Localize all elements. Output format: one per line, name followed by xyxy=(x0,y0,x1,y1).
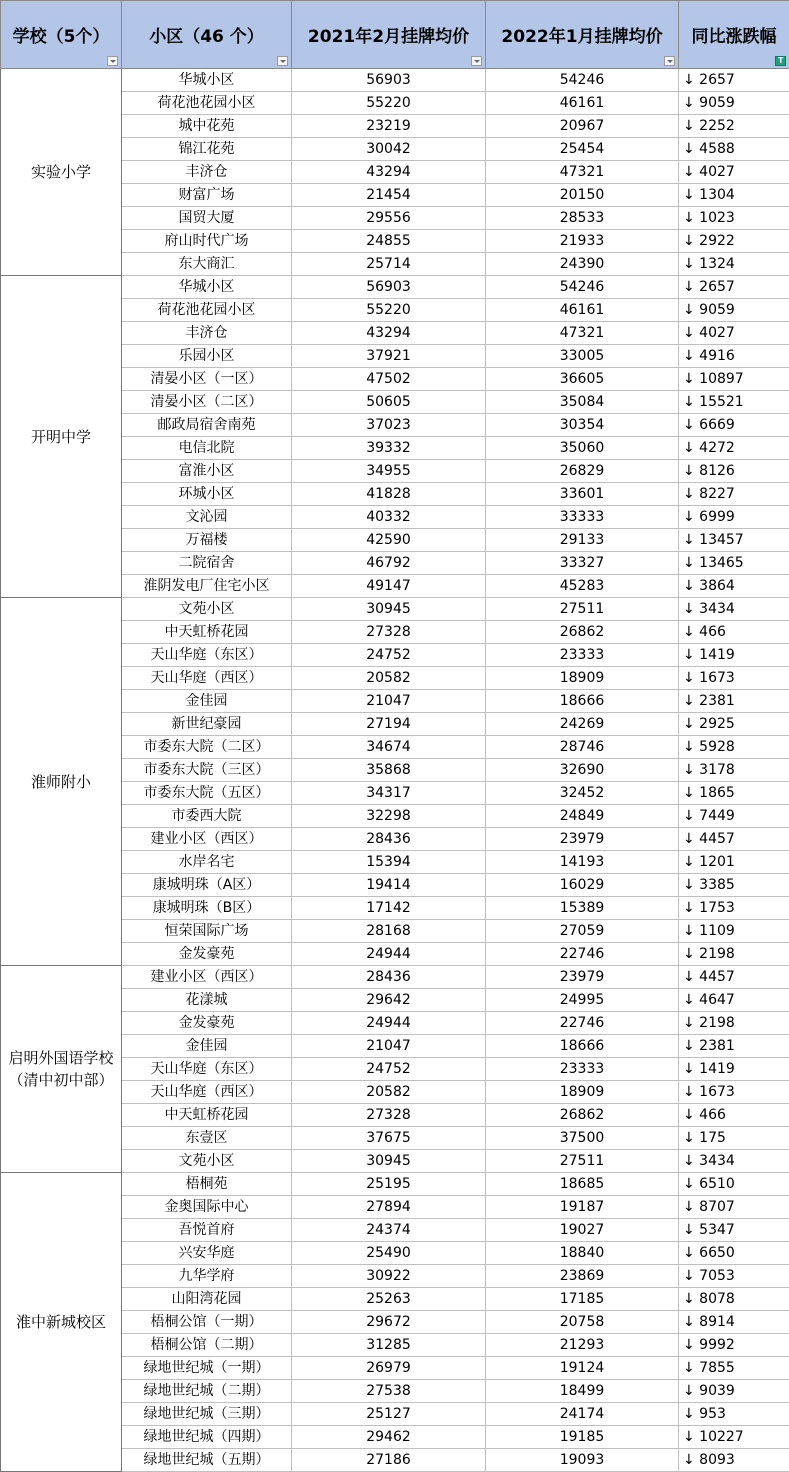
price-2021-cell: 20582 xyxy=(292,1081,486,1104)
price-2021-cell: 24752 xyxy=(292,644,486,667)
community-cell: 丰济仓 xyxy=(122,161,292,184)
community-cell: 天山华庭（东区） xyxy=(122,1058,292,1081)
community-cell: 文苑小区 xyxy=(122,1150,292,1173)
school-group xyxy=(1,69,789,276)
community-cell: 梧桐公馆（一期） xyxy=(122,1311,292,1334)
price-2022-cell: 54246 xyxy=(486,276,679,299)
price-2022-cell: 19185 xyxy=(486,1426,679,1449)
community-cell: 九华学府 xyxy=(122,1265,292,1288)
price-2022-cell: 33005 xyxy=(486,345,679,368)
price-2022-cell: 24269 xyxy=(486,713,679,736)
price-2022-cell: 47321 xyxy=(486,161,679,184)
price-2022-cell: 16029 xyxy=(486,874,679,897)
community-cell: 天山华庭（西区） xyxy=(122,667,292,690)
price-2022-cell: 18499 xyxy=(486,1380,679,1403)
price-2021-cell: 56903 xyxy=(292,276,486,299)
price-2022-cell: 18909 xyxy=(486,667,679,690)
change-cell: ↓ 4588 xyxy=(679,138,789,161)
price-2021-cell: 27328 xyxy=(292,1104,486,1127)
price-2022-cell: 27511 xyxy=(486,1150,679,1173)
change-cell: ↓ 1419 xyxy=(679,644,789,667)
price-2021-cell: 24374 xyxy=(292,1219,486,1242)
price-2021-cell: 29642 xyxy=(292,989,486,1012)
community-cell: 市委东大院（三区） xyxy=(122,759,292,782)
change-cell: ↓ 8914 xyxy=(679,1311,789,1334)
price-2021-cell: 35868 xyxy=(292,759,486,782)
table-row xyxy=(1,598,789,621)
change-cell: ↓ 13465 xyxy=(679,552,789,575)
price-2022-cell: 22746 xyxy=(486,943,679,966)
price-2022-cell: 32690 xyxy=(486,759,679,782)
community-cell: 康城明珠（B区） xyxy=(122,897,292,920)
community-cell: 市委西大院 xyxy=(122,805,292,828)
price-2022-cell: 23333 xyxy=(486,1058,679,1081)
price-2021-cell: 21047 xyxy=(292,690,486,713)
change-cell: ↓ 3434 xyxy=(679,1150,789,1173)
change-cell: ↓ 5347 xyxy=(679,1219,789,1242)
school-name-cell: 淮师附小 xyxy=(1,598,122,966)
price-2022-cell: 46161 xyxy=(486,299,679,322)
price-2021-cell: 21047 xyxy=(292,1035,486,1058)
price-2021-cell: 29462 xyxy=(292,1426,486,1449)
change-cell: ↓ 466 xyxy=(679,621,789,644)
price-2021-cell: 37675 xyxy=(292,1127,486,1150)
price-2021-cell: 24944 xyxy=(292,943,486,966)
community-cell: 邮政局宿舍南苑 xyxy=(122,414,292,437)
price-2022-cell: 20150 xyxy=(486,184,679,207)
community-cell: 清晏小区（一区） xyxy=(122,368,292,391)
community-cell: 水岸名宅 xyxy=(122,851,292,874)
filter-dropdown-icon[interactable] xyxy=(107,56,118,66)
community-cell: 电信北院 xyxy=(122,437,292,460)
community-cell: 万福楼 xyxy=(122,529,292,552)
community-cell: 环城小区 xyxy=(122,483,292,506)
header-community: 小区（46 个） xyxy=(122,1,292,69)
change-cell: ↓ 2252 xyxy=(679,115,789,138)
change-cell: ↓ 6669 xyxy=(679,414,789,437)
price-2022-cell: 27059 xyxy=(486,920,679,943)
change-cell: ↓ 1304 xyxy=(679,184,789,207)
community-cell: 金奥国际中心 xyxy=(122,1196,292,1219)
community-cell: 荷花池花园小区 xyxy=(122,299,292,322)
table-row xyxy=(1,276,789,299)
community-cell: 金发豪苑 xyxy=(122,1012,292,1035)
price-2022-cell: 23333 xyxy=(486,644,679,667)
price-2021-cell: 25714 xyxy=(292,253,486,276)
price-2021-cell: 25195 xyxy=(292,1173,486,1196)
price-2021-cell: 42590 xyxy=(292,529,486,552)
community-cell: 梧桐苑 xyxy=(122,1173,292,1196)
change-cell: ↓ 2381 xyxy=(679,690,789,713)
change-cell: ↓ 2198 xyxy=(679,1012,789,1035)
price-2022-cell: 46161 xyxy=(486,92,679,115)
change-cell: ↓ 3178 xyxy=(679,759,789,782)
change-cell: ↓ 1673 xyxy=(679,667,789,690)
price-2022-cell: 30354 xyxy=(486,414,679,437)
price-2022-cell: 20758 xyxy=(486,1311,679,1334)
filter-dropdown-icon[interactable] xyxy=(277,56,288,66)
community-cell: 市委东大院（二区） xyxy=(122,736,292,759)
community-cell: 天山华庭（东区） xyxy=(122,644,292,667)
price-2022-cell: 36605 xyxy=(486,368,679,391)
community-cell: 梧桐公馆（二期） xyxy=(122,1334,292,1357)
price-2022-cell: 35084 xyxy=(486,391,679,414)
price-2021-cell: 23219 xyxy=(292,115,486,138)
change-cell: ↓ 6650 xyxy=(679,1242,789,1265)
school-name-cell: 开明中学 xyxy=(1,276,122,598)
price-2022-cell: 28746 xyxy=(486,736,679,759)
price-2022-cell: 28533 xyxy=(486,207,679,230)
change-cell: ↓ 1419 xyxy=(679,1058,789,1081)
table-row xyxy=(1,69,789,92)
price-2021-cell: 31285 xyxy=(292,1334,486,1357)
community-cell: 富淮小区 xyxy=(122,460,292,483)
price-2021-cell: 30945 xyxy=(292,1150,486,1173)
price-2022-cell: 26862 xyxy=(486,621,679,644)
price-2021-cell: 28436 xyxy=(292,966,486,989)
change-cell: ↓ 9059 xyxy=(679,92,789,115)
price-2021-cell: 30945 xyxy=(292,598,486,621)
price-2021-cell: 34955 xyxy=(292,460,486,483)
community-cell: 绿地世纪城（一期） xyxy=(122,1357,292,1380)
price-2021-cell: 32298 xyxy=(292,805,486,828)
change-cell: ↓ 10897 xyxy=(679,368,789,391)
community-cell: 华城小区 xyxy=(122,69,292,92)
community-cell: 华城小区 xyxy=(122,276,292,299)
change-cell: ↓ 9992 xyxy=(679,1334,789,1357)
table-row xyxy=(1,966,789,989)
change-cell: ↓ 4916 xyxy=(679,345,789,368)
community-cell: 兴安华庭 xyxy=(122,1242,292,1265)
community-cell: 二院宿舍 xyxy=(122,552,292,575)
price-2021-cell: 50605 xyxy=(292,391,486,414)
table-row xyxy=(1,1173,789,1196)
change-cell: ↓ 15521 xyxy=(679,391,789,414)
price-2022-cell: 19187 xyxy=(486,1196,679,1219)
change-cell: ↓ 2657 xyxy=(679,276,789,299)
change-cell: ↓ 4457 xyxy=(679,828,789,851)
community-cell: 金佳园 xyxy=(122,690,292,713)
community-cell: 建业小区（西区） xyxy=(122,966,292,989)
price-2021-cell: 46792 xyxy=(292,552,486,575)
change-cell: ↓ 6999 xyxy=(679,506,789,529)
community-cell: 花漾城 xyxy=(122,989,292,1012)
change-cell: ↓ 9039 xyxy=(679,1380,789,1403)
price-2021-cell: 30042 xyxy=(292,138,486,161)
community-cell: 新世纪豪园 xyxy=(122,713,292,736)
change-cell: ↓ 2925 xyxy=(679,713,789,736)
price-2021-cell: 43294 xyxy=(292,161,486,184)
community-cell: 锦江花苑 xyxy=(122,138,292,161)
price-2022-cell: 27511 xyxy=(486,598,679,621)
price-2022-cell: 20967 xyxy=(486,115,679,138)
price-2022-cell: 24995 xyxy=(486,989,679,1012)
community-cell: 财富广场 xyxy=(122,184,292,207)
change-cell: ↓ 1023 xyxy=(679,207,789,230)
change-cell: ↓ 466 xyxy=(679,1104,789,1127)
price-2022-cell: 15389 xyxy=(486,897,679,920)
change-cell: ↓ 8093 xyxy=(679,1449,789,1472)
price-2022-cell: 18685 xyxy=(486,1173,679,1196)
change-cell: ↓ 1673 xyxy=(679,1081,789,1104)
price-2021-cell: 15394 xyxy=(292,851,486,874)
price-2021-cell: 34317 xyxy=(292,782,486,805)
price-2022-cell: 18666 xyxy=(486,1035,679,1058)
price-2021-cell: 26979 xyxy=(292,1357,486,1380)
change-cell: ↓ 4457 xyxy=(679,966,789,989)
change-cell: ↓ 10227 xyxy=(679,1426,789,1449)
community-cell: 金发豪苑 xyxy=(122,943,292,966)
change-cell: ↓ 3385 xyxy=(679,874,789,897)
change-cell: ↓ 2922 xyxy=(679,230,789,253)
community-cell: 绿地世纪城（四期） xyxy=(122,1426,292,1449)
price-2021-cell: 28168 xyxy=(292,920,486,943)
price-2022-cell: 18840 xyxy=(486,1242,679,1265)
price-2021-cell: 24944 xyxy=(292,1012,486,1035)
price-2022-cell: 33601 xyxy=(486,483,679,506)
price-2021-cell: 29672 xyxy=(292,1311,486,1334)
school-name-cell: 淮中新城校区 xyxy=(1,1173,122,1472)
price-2021-cell: 25127 xyxy=(292,1403,486,1426)
price-2022-cell: 18909 xyxy=(486,1081,679,1104)
change-cell: ↓ 2381 xyxy=(679,1035,789,1058)
price-2022-cell: 33333 xyxy=(486,506,679,529)
price-2022-cell: 45283 xyxy=(486,575,679,598)
price-2022-cell: 24849 xyxy=(486,805,679,828)
price-2022-cell: 29133 xyxy=(486,529,679,552)
school-group xyxy=(1,1173,789,1472)
price-2021-cell: 27186 xyxy=(292,1449,486,1472)
price-2021-cell: 43294 xyxy=(292,322,486,345)
price-2022-cell: 22746 xyxy=(486,1012,679,1035)
price-2022-cell: 19124 xyxy=(486,1357,679,1380)
change-cell: ↓ 3434 xyxy=(679,598,789,621)
community-cell: 文苑小区 xyxy=(122,598,292,621)
price-2021-cell: 27538 xyxy=(292,1380,486,1403)
price-2021-cell: 37921 xyxy=(292,345,486,368)
price-2022-cell: 21933 xyxy=(486,230,679,253)
community-cell: 金佳园 xyxy=(122,1035,292,1058)
price-2022-cell: 14193 xyxy=(486,851,679,874)
price-2021-cell: 25263 xyxy=(292,1288,486,1311)
change-cell: ↓ 8126 xyxy=(679,460,789,483)
change-cell: ↓ 953 xyxy=(679,1403,789,1426)
price-2021-cell: 17142 xyxy=(292,897,486,920)
price-2022-cell: 17185 xyxy=(486,1288,679,1311)
price-2021-cell: 55220 xyxy=(292,299,486,322)
price-2022-cell: 37500 xyxy=(486,1127,679,1150)
school-name-cell: 启明外国语学校（清中初中部） xyxy=(1,966,122,1173)
price-2022-cell: 33327 xyxy=(486,552,679,575)
change-cell: ↓ 1324 xyxy=(679,253,789,276)
change-cell: ↓ 7053 xyxy=(679,1265,789,1288)
header-row xyxy=(1,1,789,69)
price-2021-cell: 24752 xyxy=(292,1058,486,1081)
change-cell: ↓ 8078 xyxy=(679,1288,789,1311)
filter-dropdown-icon[interactable] xyxy=(664,56,675,66)
community-cell: 绿地世纪城（二期） xyxy=(122,1380,292,1403)
header-price-2021: 2021年2月挂牌均价 xyxy=(292,1,486,69)
price-2021-cell: 37023 xyxy=(292,414,486,437)
price-2022-cell: 24390 xyxy=(486,253,679,276)
change-cell: ↓ 7449 xyxy=(679,805,789,828)
price-2022-cell: 47321 xyxy=(486,322,679,345)
change-cell: ↓ 9059 xyxy=(679,299,789,322)
change-cell: ↓ 4027 xyxy=(679,322,789,345)
price-2021-cell: 28436 xyxy=(292,828,486,851)
community-cell: 城中花苑 xyxy=(122,115,292,138)
price-2022-cell: 19093 xyxy=(486,1449,679,1472)
community-cell: 绿地世纪城（五期） xyxy=(122,1449,292,1472)
school-name-cell: 实验小学 xyxy=(1,69,122,276)
filter-dropdown-icon[interactable] xyxy=(471,56,482,66)
change-cell: ↓ 7855 xyxy=(679,1357,789,1380)
change-cell: ↓ 13457 xyxy=(679,529,789,552)
change-cell: ↓ 1201 xyxy=(679,851,789,874)
change-cell: ↓ 6510 xyxy=(679,1173,789,1196)
header-change: 同比涨跌幅 T xyxy=(679,1,789,69)
school-group xyxy=(1,598,789,966)
community-cell: 中天虹桥花园 xyxy=(122,1104,292,1127)
community-cell: 康城明珠（A区） xyxy=(122,874,292,897)
price-2021-cell: 49147 xyxy=(292,575,486,598)
change-cell: ↓ 175 xyxy=(679,1127,789,1150)
price-2021-cell: 24855 xyxy=(292,230,486,253)
price-2022-cell: 18666 xyxy=(486,690,679,713)
price-2022-cell: 26862 xyxy=(486,1104,679,1127)
price-2022-cell: 35060 xyxy=(486,437,679,460)
price-2021-cell: 27328 xyxy=(292,621,486,644)
price-2021-cell: 29556 xyxy=(292,207,486,230)
school-group xyxy=(1,966,789,1173)
price-2021-cell: 25490 xyxy=(292,1242,486,1265)
school-group xyxy=(1,276,789,598)
price-2022-cell: 54246 xyxy=(486,69,679,92)
community-cell: 市委东大院（五区） xyxy=(122,782,292,805)
price-2021-cell: 40332 xyxy=(292,506,486,529)
community-cell: 山阳湾花园 xyxy=(122,1288,292,1311)
community-cell: 东壹区 xyxy=(122,1127,292,1150)
price-2022-cell: 26829 xyxy=(486,460,679,483)
filter-active-icon[interactable] xyxy=(775,56,786,66)
price-2022-cell: 25454 xyxy=(486,138,679,161)
change-cell: ↓ 4647 xyxy=(679,989,789,1012)
header-price-2022: 2022年1月挂牌均价 xyxy=(486,1,679,69)
change-cell: ↓ 5928 xyxy=(679,736,789,759)
price-2021-cell: 56903 xyxy=(292,69,486,92)
community-cell: 恒荣国际广场 xyxy=(122,920,292,943)
community-cell: 建业小区（西区） xyxy=(122,828,292,851)
community-cell: 中天虹桥花园 xyxy=(122,621,292,644)
community-cell: 乐园小区 xyxy=(122,345,292,368)
community-cell: 东大商汇 xyxy=(122,253,292,276)
price-2021-cell: 41828 xyxy=(292,483,486,506)
change-cell: ↓ 1109 xyxy=(679,920,789,943)
community-cell: 绿地世纪城（三期） xyxy=(122,1403,292,1426)
community-cell: 丰济仓 xyxy=(122,322,292,345)
change-cell: ↓ 8227 xyxy=(679,483,789,506)
community-cell: 文沁园 xyxy=(122,506,292,529)
community-cell: 清晏小区（二区） xyxy=(122,391,292,414)
community-cell: 天山华庭（西区） xyxy=(122,1081,292,1104)
community-cell: 荷花池花园小区 xyxy=(122,92,292,115)
change-cell: ↓ 1753 xyxy=(679,897,789,920)
change-cell: ↓ 4027 xyxy=(679,161,789,184)
change-cell: ↓ 2198 xyxy=(679,943,789,966)
price-2021-cell: 30922 xyxy=(292,1265,486,1288)
price-2021-cell: 21454 xyxy=(292,184,486,207)
community-cell: 府山时代广场 xyxy=(122,230,292,253)
change-cell: ↓ 8707 xyxy=(679,1196,789,1219)
price-2021-cell: 27894 xyxy=(292,1196,486,1219)
price-2021-cell: 55220 xyxy=(292,92,486,115)
price-2022-cell: 19027 xyxy=(486,1219,679,1242)
table-header xyxy=(1,1,789,69)
price-2022-cell: 23979 xyxy=(486,966,679,989)
community-cell: 吾悦首府 xyxy=(122,1219,292,1242)
change-cell: ↓ 1865 xyxy=(679,782,789,805)
community-cell: 国贸大厦 xyxy=(122,207,292,230)
price-2022-cell: 24174 xyxy=(486,1403,679,1426)
change-cell: ↓ 4272 xyxy=(679,437,789,460)
price-2022-cell: 23869 xyxy=(486,1265,679,1288)
community-cell: 淮阴发电厂住宅小区 xyxy=(122,575,292,598)
change-cell: ↓ 3864 xyxy=(679,575,789,598)
price-2021-cell: 19414 xyxy=(292,874,486,897)
change-cell: ↓ 2657 xyxy=(679,69,789,92)
price-2021-cell: 39332 xyxy=(292,437,486,460)
price-2022-cell: 21293 xyxy=(486,1334,679,1357)
price-2021-cell: 47502 xyxy=(292,368,486,391)
header-school: 学校（5个） xyxy=(1,1,122,69)
price-2022-cell: 23979 xyxy=(486,828,679,851)
price-2021-cell: 27194 xyxy=(292,713,486,736)
price-2022-cell: 32452 xyxy=(486,782,679,805)
price-2021-cell: 34674 xyxy=(292,736,486,759)
price-2021-cell: 20582 xyxy=(292,667,486,690)
